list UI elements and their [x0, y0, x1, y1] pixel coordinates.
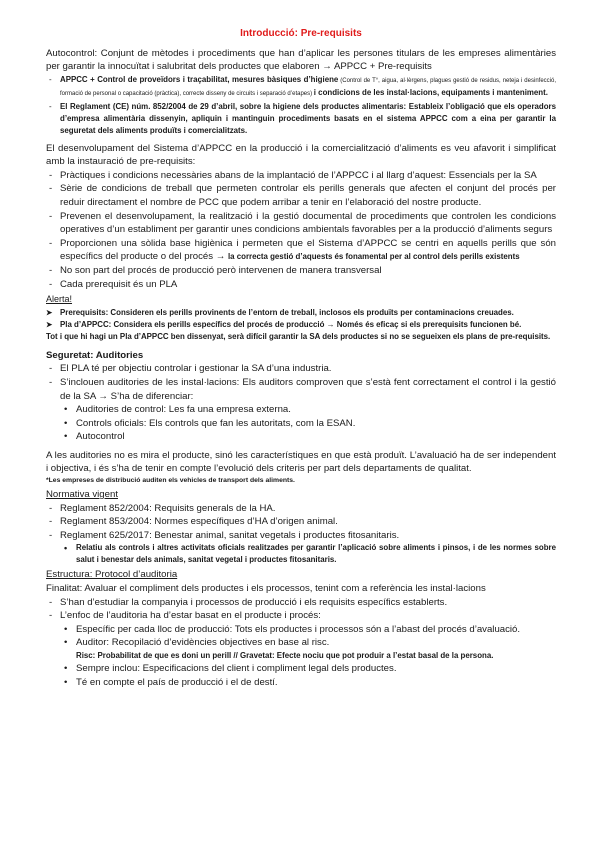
reglament-text: El Reglament (CE) núm. 852/2004 de 29 d’abril, sobre la higiene dels productes alimentaris: Estableix l’obligació que els operadors d’empresa alimentària dissenyin, apliquin i mantinguin procediments basats en el sistema APPCC com a eina per garantir la seguretat dels aliments produïts i comercialitzats.	[60, 101, 556, 135]
seguretat-heading: Seguretat: Auditories	[46, 349, 144, 361]
estructura-subitem: • Auditor: Recopilació d’evidències objectives en base al risc.	[46, 636, 556, 650]
prereq-bold-tail: la correcta gestió d’aquests és fonamental per al control dels perills existents	[227, 252, 520, 262]
prereq-text: Pràctiques i condicions necessàries abans de la implantació de l’APPCC i al llarg d’aquest: Essencials per la SA	[60, 169, 537, 181]
appcc-item	[46, 74, 556, 101]
page-title: Introducció: Pre-requisits	[240, 28, 362, 39]
appcc-item-tail: i condicions de les instal·lacions, equipaments i manteniment.	[313, 88, 548, 98]
estructura-heading: Estructura: Protocol d’auditoria	[46, 569, 178, 581]
alerta-heading: Alerta!	[46, 294, 73, 305]
autocontrol-paragraph: Autocontrol: Conjunt de mètodes i procediments que han d’aplicar les persones titulars de les empreses alimentàries per garantir la innocuïtat i salubritat dels productes que elaboren → APPCC + Pre-requisits	[46, 47, 556, 73]
prereq-text: No son part del procés de producció però intervenen de manera transversal	[60, 264, 382, 276]
appcc-list	[46, 74, 556, 137]
estructura-sublist	[46, 623, 556, 650]
appcc-item-lead: APPCC + Control de proveïdors i traçabilitat, mesures bàsiques d’higiene	[60, 74, 339, 84]
prerequisits-list	[46, 169, 556, 291]
distribucio-note: *Les empreses de distribució auditen els vehicles de transport dels aliments.	[46, 477, 295, 485]
prereq-text: Sèrie de condicions de treball que permeten controlar els perills generals que afecten el conjunt del procés per reduir directament el nombre de PCC que podem arribar a tenir en l’elaboració del nostre producte.	[60, 183, 556, 208]
desenvolupament-paragraph: El desenvolupament del Sistema d’APPCC en la producció i la comercialització d’aliments es veu afavorit i simplificat amb la instauració de pre-requisits:	[46, 142, 556, 168]
estructura-sublist-2	[46, 662, 556, 689]
estructura-subitem: • Específic per cada lloc de producció: Tots els productes i processos són a l’abast del procés d’avaluació.	[46, 623, 556, 637]
prereq-item	[46, 182, 556, 209]
seguretat-subitem: • Autocontrol	[46, 430, 556, 444]
normativa-list	[46, 502, 556, 543]
prereq-item	[46, 278, 556, 292]
seguretat-list	[46, 362, 556, 403]
estructura-subitem: • Sempre inclou: Especificacions del client i compliment legal dels productes.	[46, 662, 556, 676]
seguretat-item: - S’inclouen auditories de les instal·lacions: Els auditors comproven que s’està fent correctament el control i la gestió de la SA → S’ha de diferenciar:	[46, 376, 556, 403]
appcc-item-detail: (Control de T°, aigua, al·lèrgens, plagues gestió de residus, neteja i desinfecció, formació de personal o capacitació (pràctica), correcte disseny de circuits i separació d’etapes)	[60, 77, 556, 98]
seguretat-subitem: • Controls oficials: Els controls que fan les autoritats, com la ESAN.	[46, 417, 556, 431]
seguretat-subitem: • Auditories de control: Les fa una empresa externa.	[46, 403, 556, 417]
risc-definition: Risc: Probabilitat de que es doni un perill // Gravetat: Efecte nociu que pot produir a l’estat basal de la persona.	[76, 651, 494, 660]
estructura-item: - S’han d’estudiar la companyia i processos de producció i els requisits específics establerts.	[46, 596, 556, 610]
finalitat-paragraph: Finalitat: Avaluar el compliment dels productes i els processos, tenint com a referència les instal·lacions	[46, 583, 486, 595]
alerta-item: ➤ Pla d’APPCC: Considera els perills específics del procés de producció → Només és eficaç si els prerequisits funcionen bé.	[46, 319, 556, 331]
normativa-heading: Normativa vigent	[46, 489, 118, 501]
normativa-item: - Reglament 852/2004: Requisits generals de la HA.	[46, 502, 556, 516]
normativa-subitem: • Relatiu als controls i altres activitats oficials realitzades per garantir l’aplicació sobre aliments i pinsos, i de les normes sobre salut i benestar dels animals, sanitat vegetal i productes fitosanitaris.	[46, 542, 556, 566]
prereq-item	[46, 169, 556, 183]
prereq-item	[46, 210, 556, 237]
estructura-item: - L’enfoc de l’auditoria ha d’estar basat en el producte i procés:	[46, 609, 556, 623]
prereq-text: Proporcionen una sòlida base higiènica i permeten que el Sistema d’APPCC se centri en aquells perills que són específics del producte o del procés →	[60, 237, 556, 263]
prereq-text: Cada prerequisit és un PLA	[60, 278, 178, 290]
alerta-item: ➤ Prerequisits: Consideren els perills provinents de l’entorn de treball, inclosos els produïts per contaminacions creuades.	[46, 307, 556, 319]
prereq-text: Prevenen el desenvolupament, la realització i la gestió documental de procediments que controlen les condicions operatives d’un establiment per garantir unes condicions ambientals favorables per a la producció d’aliments segurs	[60, 210, 556, 236]
appcc-item	[46, 101, 556, 137]
auditories-paragraph: A les auditories no es mira el producte, sinó les característiques en que està produït. L’avaluació ha de ser independent i objectiva, i és s’ha de tenir en compte l’evolució dels criteris per part dels departaments de qualitat.	[46, 449, 556, 475]
normativa-sublist	[46, 542, 556, 566]
seguretat-sublist	[46, 403, 556, 444]
alerta-list	[46, 307, 556, 331]
estructura-subitem: • Té en compte el país de producció i el de destí.	[46, 676, 556, 690]
prereq-item	[46, 264, 556, 278]
normativa-item: - Reglament 625/2017: Benestar animal, sanitat vegetals i productes fitosanitaris.	[46, 529, 556, 543]
normativa-item: - Reglament 853/2004: Normes específiques d’HA d’origen animal.	[46, 515, 556, 529]
estructura-list	[46, 596, 556, 623]
alerta-note: Tot i que hi hagi un Pla d’APPCC ben dissenyat, serà difícil garantir la SA dels productes si no se segueixen els plans de pre-requisits.	[46, 331, 551, 341]
prereq-item	[46, 237, 556, 264]
seguretat-item: - El PLA té per objectiu controlar i gestionar la SA d’una industria.	[46, 362, 556, 376]
